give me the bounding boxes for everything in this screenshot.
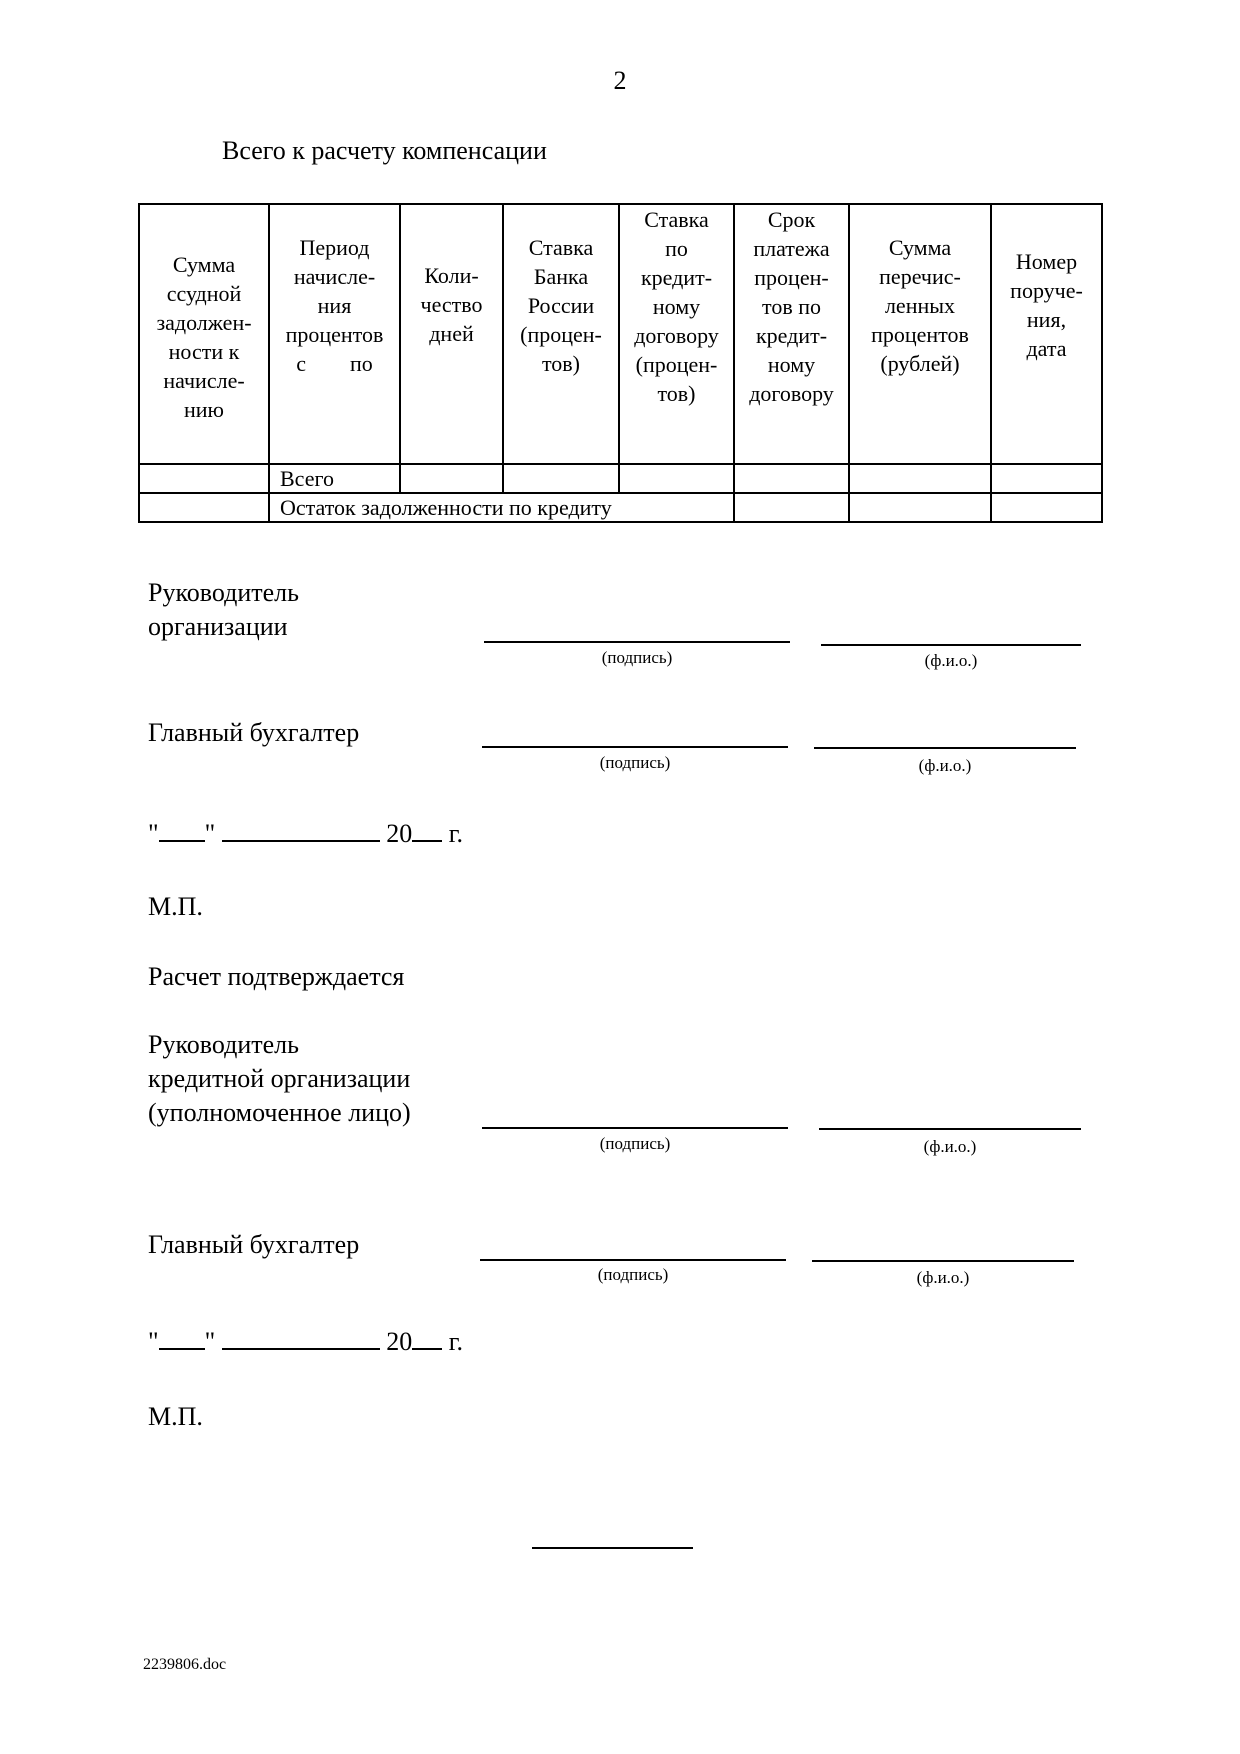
- org-accountant-signature-line: [482, 746, 788, 748]
- table-cell: [734, 493, 849, 522]
- org-head-label: Руководитель организации: [148, 578, 299, 641]
- file-name: 2239806.doc: [143, 1656, 227, 1673]
- total-label: Всего: [269, 464, 400, 493]
- table-cell: [400, 464, 503, 493]
- day-blank: [159, 818, 205, 842]
- table-cell: [503, 464, 619, 493]
- table-cell: [139, 464, 269, 493]
- bank-stamp-label: М.П.: [148, 1402, 203, 1431]
- org-accountant-signature-caption: (подпись): [599, 753, 671, 772]
- org-date-field: " " 20 г.: [148, 819, 463, 848]
- bank-accountant-signature-line: [480, 1259, 786, 1261]
- header-payment-term: Срок платежа процен- тов по кредит- ному договору: [734, 204, 849, 464]
- bank-accountant-signature-caption: (подпись): [597, 1265, 669, 1284]
- org-head-name-caption: (ф.и.о.): [924, 651, 978, 670]
- confirmation-text: Расчет подтверждается: [148, 962, 405, 991]
- bank-head-signature-line: [482, 1127, 788, 1129]
- bank-accountant-label: Главный бухгалтер: [148, 1230, 360, 1259]
- bank-head-name-line: [819, 1128, 1081, 1130]
- header-order-number-date: Номер поруче- ния, дата: [991, 204, 1102, 464]
- org-head-name-line: [821, 644, 1081, 646]
- table-header-row: [139, 204, 1102, 464]
- table-cell: [991, 464, 1102, 493]
- header-loan-amount: Сумма ссудной задолжен- ности к начисле- нию: [139, 204, 269, 464]
- header-accrual-period: Период начисле- ния процентов с по: [269, 204, 400, 464]
- table-cell: [849, 464, 991, 493]
- org-accountant-name-line: [814, 747, 1076, 749]
- table-row-total: [139, 464, 1102, 493]
- month-blank: [222, 1326, 380, 1350]
- month-blank: [222, 818, 380, 842]
- table-row-remaining-debt: [139, 493, 1102, 522]
- org-head-signature-caption: (подпись): [601, 648, 673, 667]
- header-cbr-rate: Ставка Банка России (процен- тов): [503, 204, 619, 464]
- bank-accountant-name-caption: (ф.и.о.): [916, 1268, 970, 1287]
- bank-accountant-name-line: [812, 1260, 1074, 1262]
- section-title: Всего к расчету компенсации: [222, 136, 547, 165]
- day-blank: [159, 1326, 205, 1350]
- year-blank: [412, 1326, 442, 1350]
- bank-head-name-caption: (ф.и.о.): [923, 1137, 977, 1156]
- bank-date-field: " " 20 г.: [148, 1327, 463, 1356]
- header-days-count: Коли- чество дней: [400, 204, 503, 464]
- org-stamp-label: М.П.: [148, 892, 203, 921]
- page-number: 2: [613, 66, 627, 95]
- end-divider-line: [532, 1547, 693, 1549]
- header-transferred-amount: Сумма перечис- ленных процентов (рублей): [849, 204, 991, 464]
- table-cell: [849, 493, 991, 522]
- org-accountant-name-caption: (ф.и.о.): [918, 756, 972, 775]
- year-blank: [412, 818, 442, 842]
- org-accountant-label: Главный бухгалтер: [148, 718, 360, 747]
- remaining-debt-label: Остаток задолженности по кредиту: [269, 493, 734, 522]
- header-contract-rate: Ставка по кредит- ному договору (процен- тов): [619, 204, 734, 464]
- compensation-table: [138, 203, 1103, 523]
- table-cell: [734, 464, 849, 493]
- table-cell: [991, 493, 1102, 522]
- bank-head-signature-caption: (подпись): [599, 1134, 671, 1153]
- table-cell: [619, 464, 734, 493]
- bank-head-label: Руководитель кредитной организации (уполномоченное лицо): [148, 1030, 411, 1127]
- table-cell: [139, 493, 269, 522]
- org-head-signature-line: [484, 641, 790, 643]
